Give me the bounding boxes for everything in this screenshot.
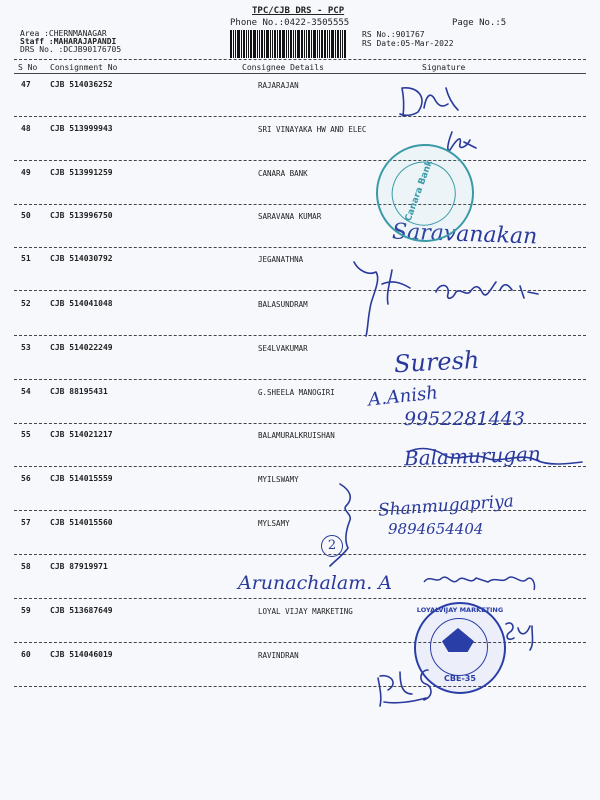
row-consignee-name: SE4LVAKUMAR xyxy=(258,344,308,353)
signature-55: Balamurugan xyxy=(403,441,542,471)
row-consignment-number: CJB 514036252 xyxy=(50,80,113,89)
row-serial-number: 54 xyxy=(21,387,31,396)
signature-53: Suresh xyxy=(393,345,481,379)
signature-57-phone: 9894654404 xyxy=(388,520,484,538)
row-consignee-name: BALAMURALKRUISHAN xyxy=(258,431,335,440)
row-consignment-number: CJB 514022249 xyxy=(50,343,113,352)
circled-number-text: 2 xyxy=(327,538,337,553)
signature-56: Shanmugapriya xyxy=(377,491,515,521)
row-serial-number: 50 xyxy=(21,211,31,220)
row-consignee-name: JEGANATHNA xyxy=(258,255,304,264)
row-consignment-number: CJB 514046019 xyxy=(50,650,113,659)
canara-bank-stamp-text: Canara Bank xyxy=(403,159,436,223)
row-consignee-name: BALASUNDRAM xyxy=(258,300,308,309)
row-consignee-name: MYILSWAMY xyxy=(258,475,299,484)
column-header-consignee: Consignee Details xyxy=(242,63,324,72)
row-serial-number: 55 xyxy=(21,430,31,439)
signature-50: Saravanakan xyxy=(391,219,538,250)
row-serial-number: 52 xyxy=(21,299,31,308)
row-consignment-number: CJB 513999943 xyxy=(50,124,113,133)
row-consignee-name: LOYAL VIJAY MARKETING xyxy=(258,607,353,616)
column-header-signature: Signature xyxy=(422,63,466,72)
row-serial-number: 51 xyxy=(21,254,31,263)
row-consignment-number: CJB 513991259 xyxy=(50,168,113,177)
column-header-sno: S No xyxy=(18,63,38,72)
signature-58: Arunachalam. A xyxy=(238,572,393,594)
rs-date: RS Date:05-Mar-2022 xyxy=(362,39,454,48)
row-consignment-number: CJB 514041048 xyxy=(50,299,113,308)
row-serial-number: 47 xyxy=(21,80,31,89)
row-consignment-number: CJB 514015559 xyxy=(50,474,113,483)
phone-number: Phone No.:0422-3505555 xyxy=(230,18,350,28)
signature-54-name: A.Anish xyxy=(367,382,439,411)
page-number: Page No.:5 xyxy=(452,18,507,28)
row-serial-number: 48 xyxy=(21,124,31,133)
row-consignee-name: RAJARAJAN xyxy=(258,81,299,90)
row-consignee-name: CANARA BANK xyxy=(258,169,308,178)
loyal-vijay-stamp-text: LOYALVIJAY MARKETING xyxy=(416,606,504,614)
row-serial-number: 59 xyxy=(21,606,31,615)
loyal-vijay-stamp xyxy=(414,602,506,694)
row-consignee-name: G.SHEELA MANOGIRI xyxy=(258,388,335,397)
row-serial-number: 58 xyxy=(21,562,31,571)
row-serial-number: 60 xyxy=(21,650,31,659)
document-title: TPC/CJB DRS - PCP xyxy=(252,6,345,16)
staff-label: Staff :MAHARAJAPANDI xyxy=(20,37,117,46)
signature-54-phone: 9952281443 xyxy=(404,408,525,430)
row-consignee-name: RAVINDRAN xyxy=(258,651,299,660)
row-consignment-number: CJB 514030792 xyxy=(50,254,113,263)
column-header-consignment: Consignment No xyxy=(50,63,118,72)
row-consignment-number: CJB 87919971 xyxy=(50,562,108,571)
row-consignment-number: CJB 513996750 xyxy=(50,211,113,220)
row-consignee-name: SARAVANA KUMAR xyxy=(258,212,322,221)
row-consignee-name: SRI VINAYAKA HW AND ELEC xyxy=(258,125,367,134)
rs-number: RS No.:901767 xyxy=(362,30,425,39)
drs-number: DRS No. :DCJB90176705 xyxy=(20,45,122,54)
row-serial-number: 56 xyxy=(21,474,31,483)
row-consignment-number: CJB 514021217 xyxy=(50,430,113,439)
row-consignment-number: CJB 514015560 xyxy=(50,518,113,527)
row-serial-number: 53 xyxy=(21,343,31,352)
row-consignment-number: CJB 88195431 xyxy=(50,387,108,396)
area-label: Area :CHERNMANAGAR xyxy=(20,29,107,38)
loyal-vijay-stamp-code: CBE-35 xyxy=(444,674,476,683)
row-consignee-name: MYLSAMY xyxy=(258,519,290,528)
row-consignment-number: CJB 513687649 xyxy=(50,606,113,615)
row-serial-number: 57 xyxy=(21,518,31,527)
row-serial-number: 49 xyxy=(21,168,31,177)
